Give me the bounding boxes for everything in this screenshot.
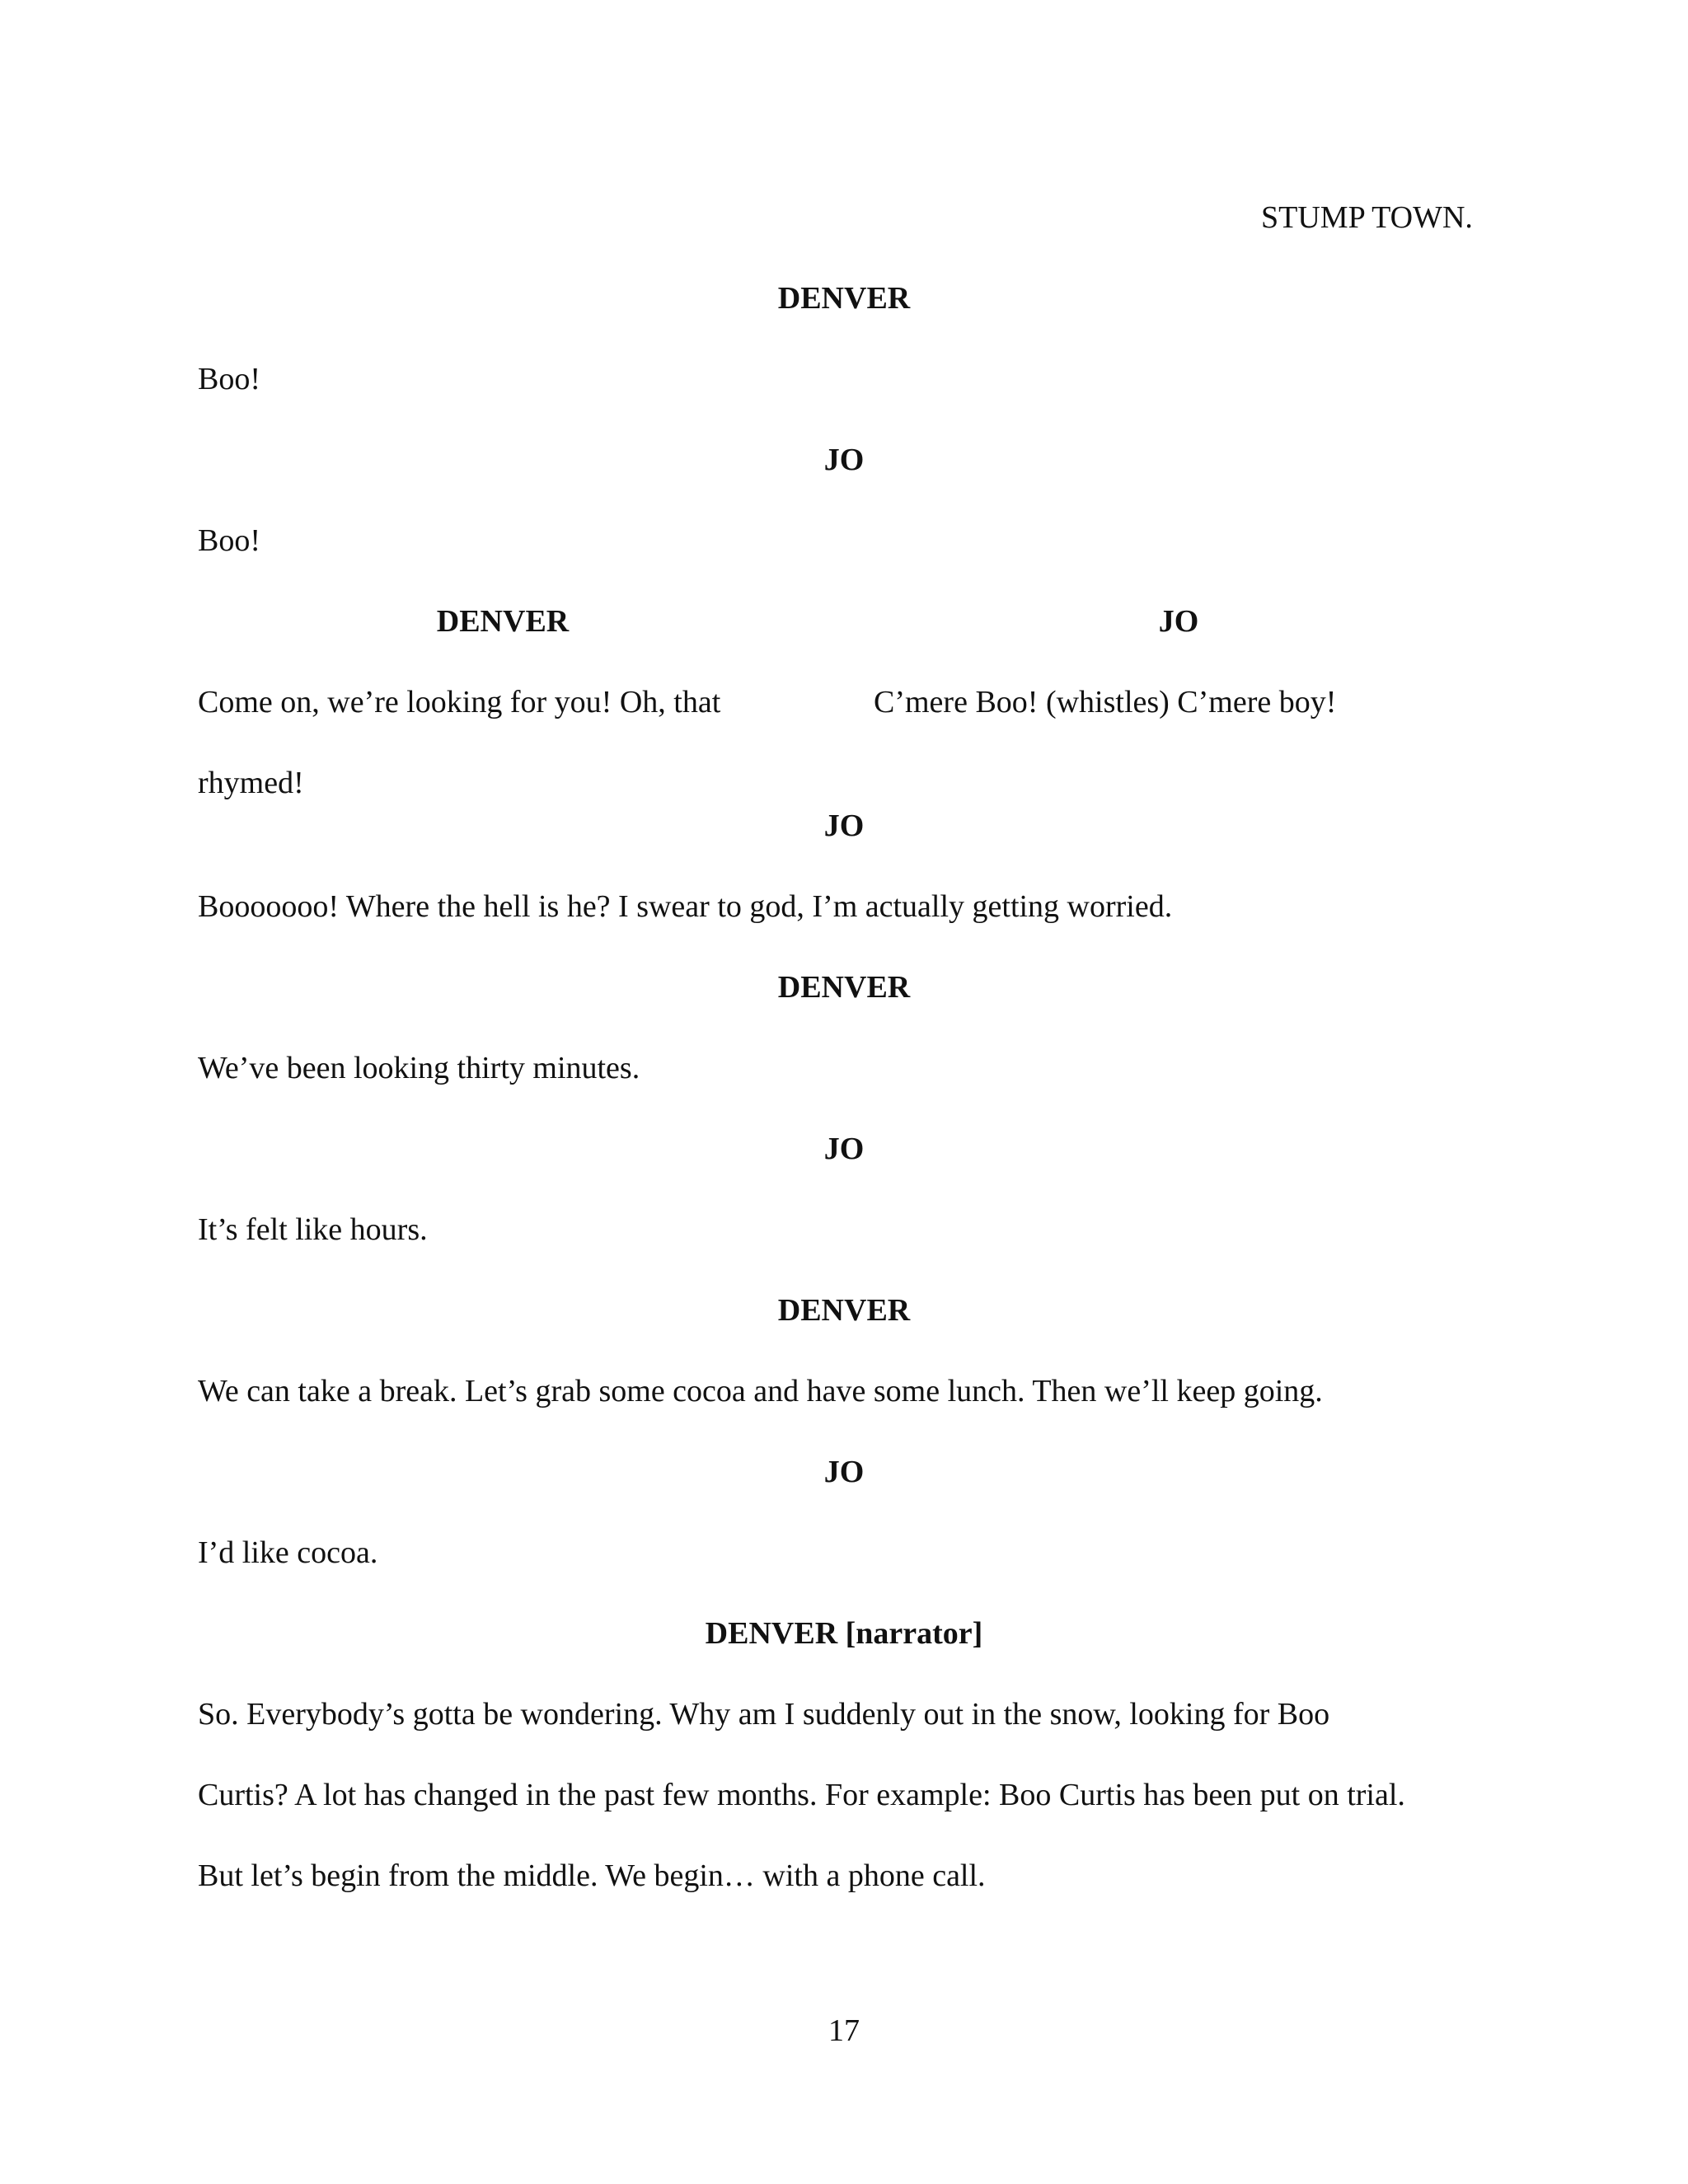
speaker-name: DENVER [narrator]: [705, 1616, 983, 1651]
speaker-name: JO: [823, 1455, 865, 1489]
dual-left-line: rhymed!: [198, 766, 304, 800]
speaker-name: DENVER: [777, 281, 911, 316]
speaker-name: JO: [823, 443, 865, 477]
dialogue-line: I’d like cocoa.: [198, 1535, 378, 1570]
dual-right-speaker: JO: [1158, 604, 1199, 639]
dialogue-line: Booooooo! Where the hell is he? I swear to god, I’m actually getting worried.: [198, 889, 1173, 924]
page-number: 17: [828, 2013, 860, 2048]
dialogue-line: We can take a break. Let’s grab some cocoa and have some lunch. Then we’ll keep going.: [198, 1374, 1323, 1408]
dialogue-line: But let’s begin from the middle. We begin… with a phone call.: [198, 1858, 986, 1893]
dialogue-line: So. Everybody’s gotta be wondering. Why am I suddenly out in the snow, looking for Boo: [198, 1697, 1330, 1732]
speaker-name: DENVER: [777, 1293, 911, 1328]
speaker-name: JO: [823, 808, 865, 843]
dual-right-line: C’mere Boo! (whistles) C’mere boy!: [874, 685, 1337, 719]
dialogue-line: We’ve been looking thirty minutes.: [198, 1051, 640, 1085]
scene-heading: STUMP TOWN.: [1261, 200, 1473, 235]
dialogue-line: Boo!: [198, 523, 260, 558]
speaker-name: JO: [823, 1132, 865, 1166]
dual-left-line: Come on, we’re looking for you! Oh, that: [198, 685, 721, 719]
dialogue-line: It’s felt like hours.: [198, 1212, 428, 1247]
dialogue-line: Curtis? A lot has changed in the past few months. For example: Boo Curtis has been put on trial.: [198, 1778, 1405, 1812]
speaker-name: DENVER: [777, 970, 911, 1005]
dual-left-speaker: DENVER: [436, 604, 570, 639]
dialogue-line: Boo!: [198, 362, 260, 396]
